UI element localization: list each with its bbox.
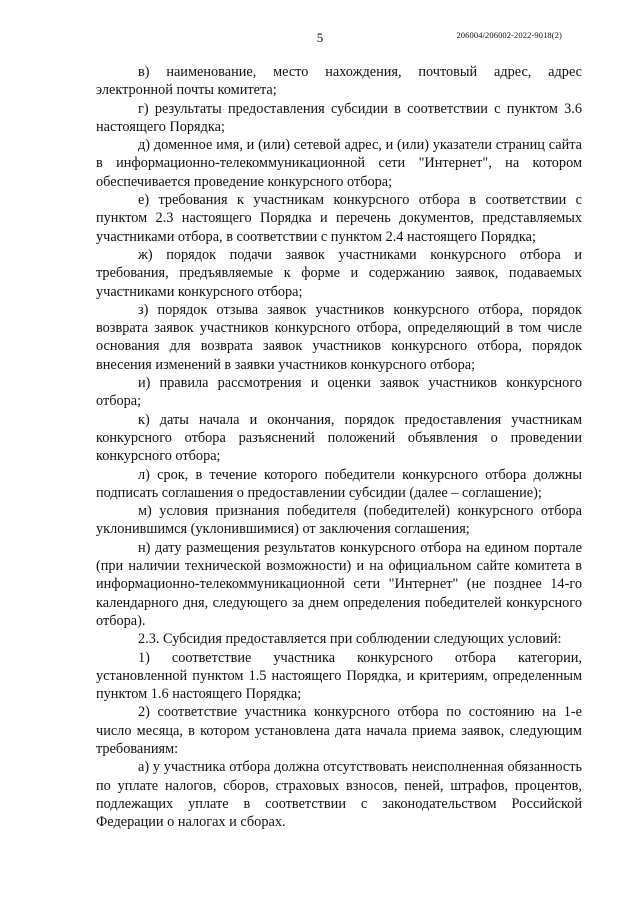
paragraph-zh: ж) порядок подачи заявок участниками конкурсного отбора и требования, предъявляемые к форме и содержанию заявок, подаваемых участниками конкурсного отбора; (96, 246, 582, 300)
document-body (96, 63, 582, 831)
condition-2: 2) соответствие участника конкурсного отбора по состоянию на 1-е число месяца, в котором установлена дата начала приема заявок, следующим требованиям: (96, 704, 582, 757)
document-code: 206004/206002-2022-9018(2) (456, 30, 562, 40)
page-number: 5 (316, 30, 324, 45)
paragraph-v: в) наименование, место нахождения, почтовый адрес, адрес электронной почты комитета; (96, 64, 582, 99)
paragraph-d: д) доменное имя, и (или) сетевой адрес, и (или) указатели страниц сайта в информационно-телекоммуникационной сети "Интернет", на котором обеспечивается проведение конкурсного отбора; (96, 137, 582, 190)
paragraph-i: и) правила рассмотрения и оценки заявок участников конкурсного отбора; (96, 375, 582, 410)
paragraph-z: з) порядок отзыва заявок участников конкурсного отбора, порядок возврата заявок участников конкурсного отбора, определяющий в том числе основания для возврата заявок участников конкурсного отбора, порядок внесения изменений в заявки участников конкурсного отбора; (96, 301, 582, 373)
paragraph-g: г) результаты предоставления субсидии в соответствии с пунктом 3.6 настоящего Порядка; (96, 100, 582, 135)
paragraph-l: л) срок, в течение которого победители конкурсного отбора должны подписать соглашения о предоставлении субсидии (далее – соглашение); (96, 466, 582, 501)
paragraph-m: м) условия признания победителя (победителей) конкурсного отбора уклонившимся (уклонившимися) от заключения соглашения; (96, 503, 582, 538)
requirement-a: а) у участника отбора должна отсутствовать неисполненная обязанность по уплате налогов, сборов, страховых взносов, пеней, штрафов, процентов, подлежащих уплате в соответствии с законодательством Российской Федерации о налогах и сборах. (96, 759, 582, 831)
paragraph-n: н) дату размещения результатов конкурсного отбора на едином портале (при наличии технической возможности) и на официальном сайте комитета в информационно-телекоммуникационной сети "Интернет" (не позднее 14-го календарного дня, следующего за днем определения победителей конкурсного отбора). (96, 539, 582, 629)
condition-1: 1) соответствие участника конкурсного отбора категории, установленной пунктом 1.5 настоящего Порядка, и критериям, определенным пунктом 1.6 настоящего Порядка; (96, 649, 582, 703)
section-2-3-heading: 2.3. Субсидия предоставляется при соблюдении следующих условий: (138, 631, 562, 648)
paragraph-k: к) даты начала и окончания, порядок предоставления участникам конкурсного отбора разъяснений положений объявления о проведении конкурсного отбора; (96, 411, 582, 465)
paragraph-e: е) требования к участникам конкурсного отбора в соответствии с пунктом 2.3 настоящего Порядка и перечень документов, представляемых участниками отбора, в соответствии с пунктом 2.4 настоящего Порядка; (96, 192, 582, 245)
